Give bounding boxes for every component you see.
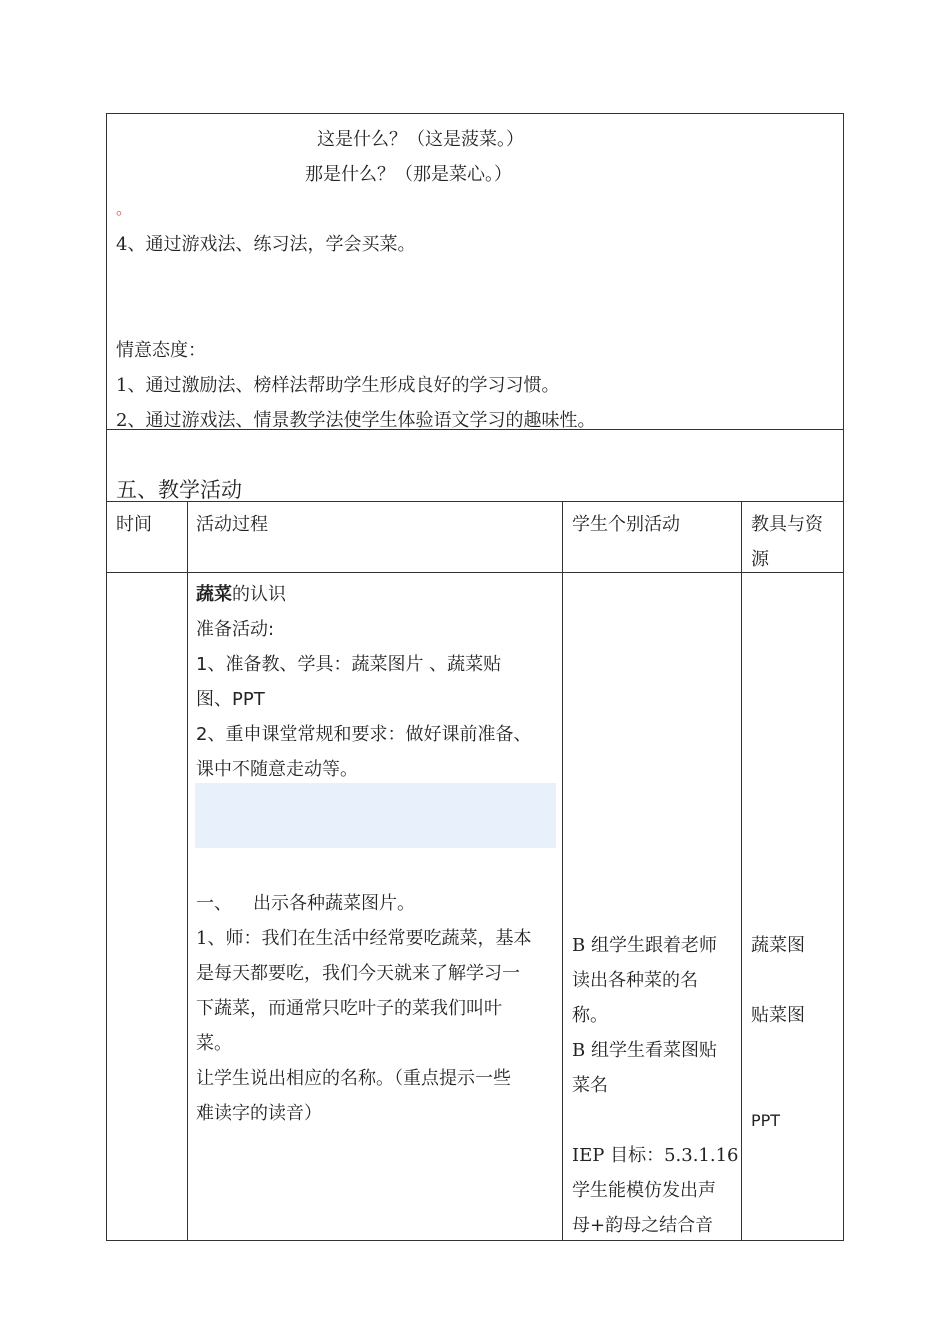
resource-vegetable-stickers: 贴菜图 <box>751 1005 805 1026</box>
header-resources <box>751 507 823 577</box>
header-student: 学生个别活动 <box>572 514 680 535</box>
step-1-number: 一、 <box>196 893 232 914</box>
column-divider <box>187 502 188 1240</box>
student-line-1: B 组学生跟着老师 <box>572 935 717 956</box>
prep-item-2: 2、重申课堂常规和要求：做好课前准备、 <box>196 724 532 745</box>
header-resources-line-2: 源 <box>751 549 769 570</box>
student-line-2: 读出各种菜的名 <box>572 970 698 991</box>
teacher-line-2: 是每天都要吃，我们今天就来了解学习一 <box>196 963 520 984</box>
resource-ppt: PPT <box>751 1111 781 1130</box>
dialogue-line-1: 这是什么？（这是菠菜。） <box>317 129 524 150</box>
process-title-rest: 的认识 <box>232 584 286 605</box>
section-title: 五、教学活动 <box>116 478 242 502</box>
student-line-5: 菜名 <box>572 1075 608 1096</box>
process-title <box>196 577 286 612</box>
column-divider <box>741 502 742 1240</box>
objectives-box <box>106 113 844 430</box>
iep-goal: IEP 目标：5.3.1.16 <box>572 1145 739 1166</box>
teacher-line-6: 难读字的读音） <box>196 1103 322 1124</box>
teacher-line-5: 让学生说出相应的名称。（重点提示一些 <box>196 1068 511 1089</box>
prep-item-1-cont: 图、PPT <box>196 689 265 710</box>
objective-item-4: 4、通过游戏法、练习法，学会买菜。 <box>116 234 416 255</box>
header-process: 活动过程 <box>196 514 268 535</box>
teacher-line-1: 1、师：我们在生活中经常要吃蔬菜，基本 <box>196 928 532 949</box>
prep-heading: 准备活动: <box>196 619 275 640</box>
stray-mark: 。 <box>116 199 133 218</box>
header-divider <box>107 572 843 573</box>
student-line-3: 称。 <box>572 1005 608 1026</box>
student-line-8: 母+韵母之结合音 <box>572 1215 714 1236</box>
attitude-heading: 情意态度： <box>116 340 206 361</box>
resource-vegetable-pictures: 蔬菜图 <box>751 935 805 956</box>
attitude-item-2: 2、通过游戏法、情景教学法使学生体验语文学习的趣味性。 <box>116 410 596 431</box>
teacher-line-4: 菜。 <box>196 1033 232 1054</box>
column-divider <box>562 502 563 1240</box>
header-resources-line-1: 教具与资 <box>751 514 823 535</box>
activity-table <box>106 501 844 1241</box>
student-line-4: B 组学生看菜图贴 <box>572 1040 717 1061</box>
process-title-bold: 蔬菜 <box>196 584 232 605</box>
prep-item-2-cont: 课中不随意走动等。 <box>196 759 358 780</box>
attitude-item-1: 1、通过激励法、榜样法帮助学生形成良好的学习习惯。 <box>116 375 560 396</box>
student-line-7: 学生能模仿发出声 <box>572 1180 716 1201</box>
prep-item-1: 1、准备教、学具：蔬菜图片 、蔬菜贴 <box>196 654 502 675</box>
highlight-block <box>195 783 556 848</box>
section-heading-box <box>106 429 844 502</box>
header-time: 时间 <box>116 514 152 535</box>
dialogue-line-2: 那是什么？（那是菜心。） <box>305 164 512 185</box>
teacher-line-3: 下蔬菜，而通常只吃叶子的菜我们叫叶 <box>196 998 502 1019</box>
step-1-title: 出示各种蔬菜图片。 <box>253 893 415 914</box>
